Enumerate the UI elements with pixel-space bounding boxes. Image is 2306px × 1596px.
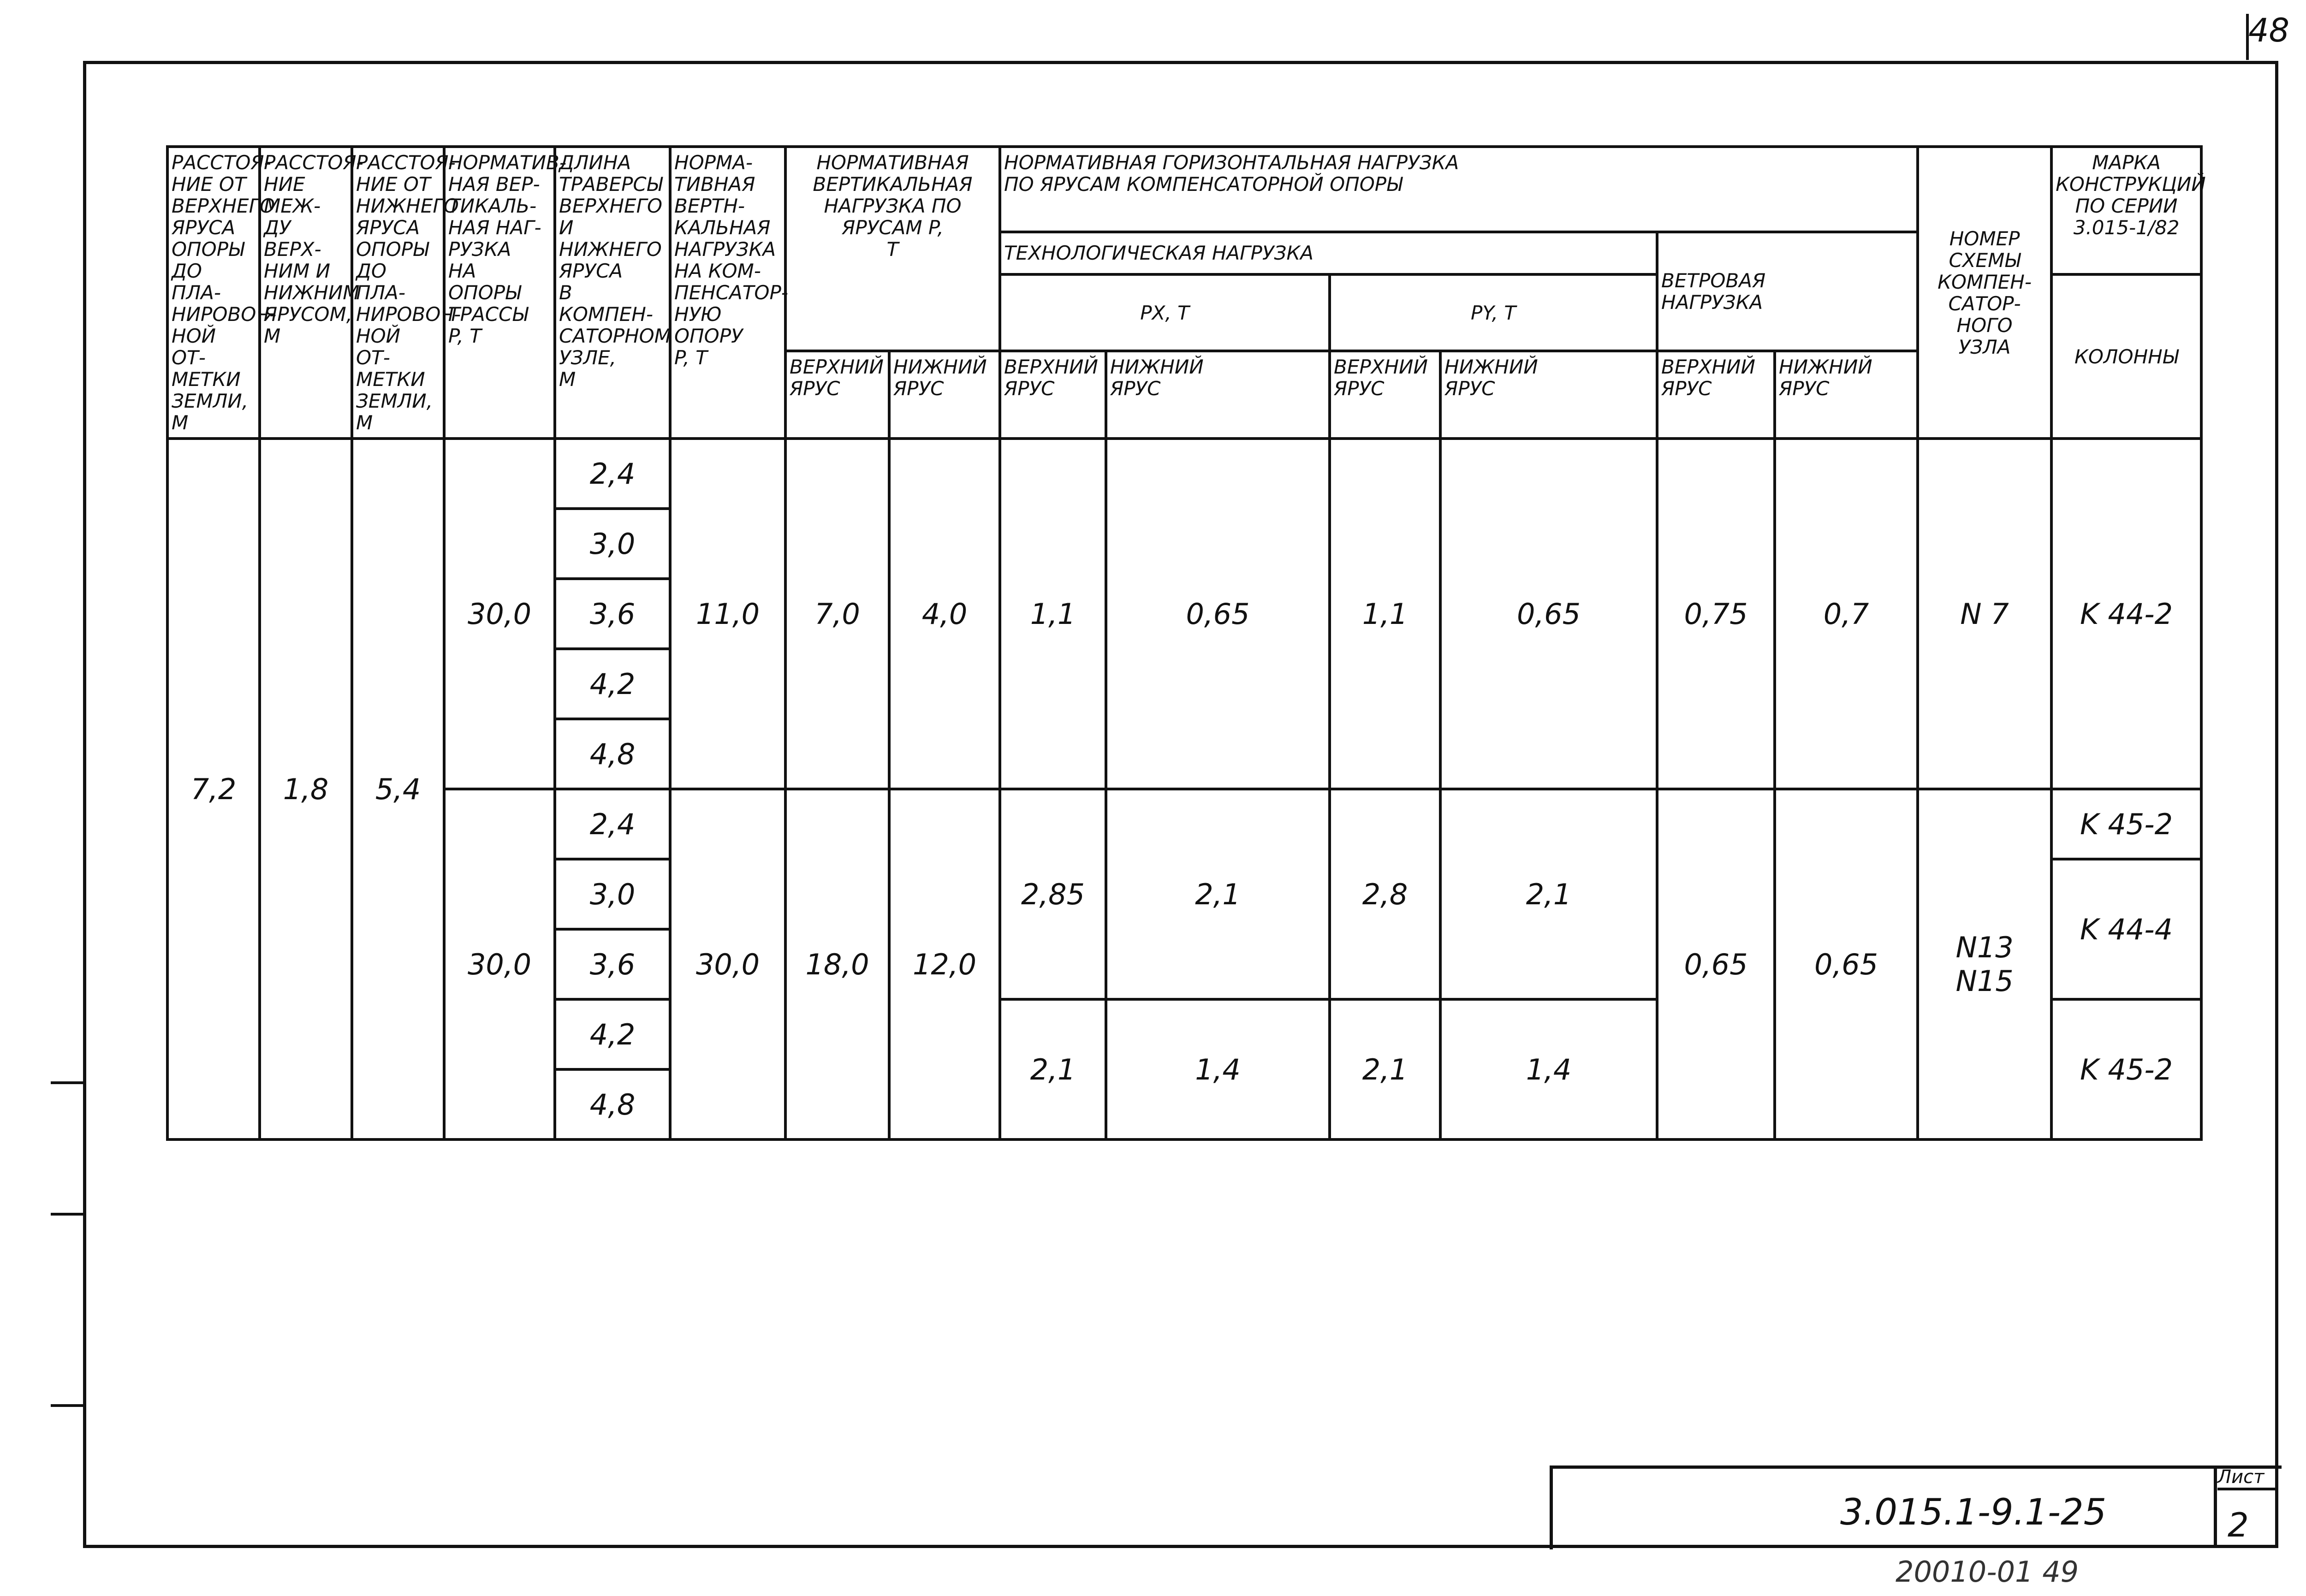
cell-column-4: K 45-2 (2051, 999, 2201, 1139)
header-px: PX, Т (1000, 274, 1330, 351)
cell-length: 2,4 (555, 789, 670, 859)
cell-px-upper-2: 2,85 (1000, 789, 1106, 999)
cell-length: 4,8 (555, 1069, 670, 1139)
cell-px-upper-1: 1,1 (1000, 439, 1106, 789)
header-dist-between: РАССТОЯ- НИЕ МЕЖ- ДУ ВЕРХ- НИМ И НИЖНИМ ЯРУСОМ, М (260, 147, 352, 439)
cell-length: 4,8 (555, 719, 670, 789)
cell-wind-lower-1: 0,7 (1775, 439, 1918, 789)
cell-length: 4,2 (555, 999, 670, 1069)
header-technological: ТЕХНОЛОГИЧЕСКАЯ НАГРУЗКА (1000, 232, 1657, 274)
cell-length: 4,2 (555, 649, 670, 719)
cell-column-3: K 44-4 (2051, 859, 2201, 999)
header-v-lower: НИЖНИЙ ЯРУС (889, 351, 1000, 439)
cell-p-comp-2: 30,0 (670, 789, 785, 1139)
cell-column-1: K 44-2 (2051, 439, 2201, 789)
cell-length: 3,6 (555, 929, 670, 999)
cell-p-route-1: 30,0 (444, 439, 555, 789)
header-py-lower: НИЖНИЙ ЯРУС (1440, 351, 1657, 439)
sheet-label: Лист (2217, 1466, 2275, 1490)
cell-py-lower-2: 2,1 (1440, 789, 1657, 999)
cell-py-upper-1: 1,1 (1330, 439, 1440, 789)
cell-column-2: K 45-2 (2051, 789, 2201, 859)
page-number-top: 48 (2248, 12, 2290, 49)
header-columns: КОЛОННЫ (2051, 274, 2201, 439)
cell-length: 3,6 (555, 579, 670, 649)
cell-v-lower-1: 4,0 (889, 439, 1000, 789)
margin-mark (51, 1213, 83, 1216)
cell-py-upper-2: 2,8 (1330, 789, 1440, 999)
cell-py-lower-1: 0,65 (1440, 439, 1657, 789)
cell-px-upper-3: 2,1 (1000, 999, 1106, 1139)
header-px-upper: ВЕРХНИЙ ЯРУС (1000, 351, 1106, 439)
header-wind: ВЕТРОВАЯ НАГРУЗКА (1657, 232, 1918, 351)
cell-py-upper-3: 2,1 (1330, 999, 1440, 1139)
header-horizontal-load: НОРМАТИВНАЯ ГОРИЗОНТАЛЬНАЯ НАГРУЗКА ПО ЯРУСАМ КОМПЕНСАТОРНОЙ ОПОРЫ (1000, 147, 1918, 232)
cell-wind-lower-2: 0,65 (1775, 789, 1918, 1139)
cell-scheme-1: N 7 (1918, 439, 2051, 789)
header-p-compensator: НОРМА- ТИВНАЯ ВЕРТН- КАЛЬНАЯ НАГРУЗКА НА КОМ- ПЕНСАТОР- НУЮ ОПОРУ P, Т (670, 147, 785, 439)
cell-px-lower-2: 2,1 (1106, 789, 1330, 999)
header-scheme-number: НОМЕР СХЕМЫ КОМПЕН- САТОР- НОГО УЗЛА (1918, 147, 2051, 439)
document-code: 3.015.1-9.1-25 (1840, 1492, 2107, 1533)
header-px-lower: НИЖНИЙ ЯРУС (1106, 351, 1330, 439)
header-marking: МАРКА КОНСТРУКЦИЙ ПО СЕРИИ 3.015-1/82 (2051, 147, 2201, 274)
archive-code: 20010-01 49 (1896, 1555, 2079, 1589)
cell-length: 2,4 (555, 439, 670, 509)
cell-px-lower-3: 1,4 (1106, 999, 1330, 1139)
header-dist-upper: РАССТОЯ- НИЕ ОТ ВЕРХНЕГО ЯРУСА ОПОРЫ ДО ПЛА- НИРОВОЧ- НОЙ ОТ- МЕТКИ ЗЕМЛИ, М (167, 147, 260, 439)
cell-p-route-2: 30,0 (444, 789, 555, 1139)
header-py: PY, Т (1330, 274, 1657, 351)
cell-v-upper-1: 7,0 (785, 439, 889, 789)
cell-v-upper-2: 18,0 (785, 789, 889, 1139)
cell-dist-between: 1,8 (260, 439, 352, 1139)
cell-dist-upper: 7,2 (167, 439, 260, 1139)
margin-mark (51, 1081, 83, 1084)
cell-dist-lower: 5,4 (352, 439, 444, 1139)
cell-p-comp-1: 11,0 (670, 439, 785, 789)
header-py-upper: ВЕРХНИЙ ЯРУС (1330, 351, 1440, 439)
margin-mark (51, 1404, 83, 1407)
cell-px-lower-1: 0,65 (1106, 439, 1330, 789)
header-p-route: НОРМАТИВ- НАЯ ВЕР- ТИКАЛЬ- НАЯ НАГ- РУЗКА НА ОПОРЫ ТРАССЫ P, Т (444, 147, 555, 439)
header-traverse-length: ДЛИНА ТРАВЕРСЫ ВЕРХНЕГО И НИЖНЕГО ЯРУСА В КОМПЕН- САТОРНОМ УЗЛЕ, М (555, 147, 670, 439)
cell-length: 3,0 (555, 509, 670, 579)
cell-length: 3,0 (555, 859, 670, 929)
cell-wind-upper-2: 0,65 (1657, 789, 1775, 1139)
cell-py-lower-3: 1,4 (1440, 999, 1657, 1139)
header-dist-lower: РАССТОЯ- НИЕ ОТ НИЖНЕГО ЯРУСА ОПОРЫ ДО ПЛА- НИРОВОЧ- НОЙ ОТ- МЕТКИ ЗЕМЛИ, М (352, 147, 444, 439)
cell-v-lower-2: 12,0 (889, 789, 1000, 1139)
load-table (166, 145, 2206, 1141)
cell-wind-upper-1: 0,75 (1657, 439, 1775, 789)
cell-scheme-2: N13 N15 (1918, 789, 2051, 1139)
sheet-number: 2 (2228, 1506, 2249, 1544)
header-wind-upper: ВЕРХНИЙ ЯРУС (1657, 351, 1775, 439)
header-wind-lower: НИЖНИЙ ЯРУС (1775, 351, 1918, 439)
header-v-upper: ВЕРХНИЙ ЯРУС (785, 351, 889, 439)
header-vertical-load: НОРМАТИВНАЯ ВЕРТИКАЛЬНАЯ НАГРУЗКА ПО ЯРУСАМ P, Т (785, 147, 1000, 351)
